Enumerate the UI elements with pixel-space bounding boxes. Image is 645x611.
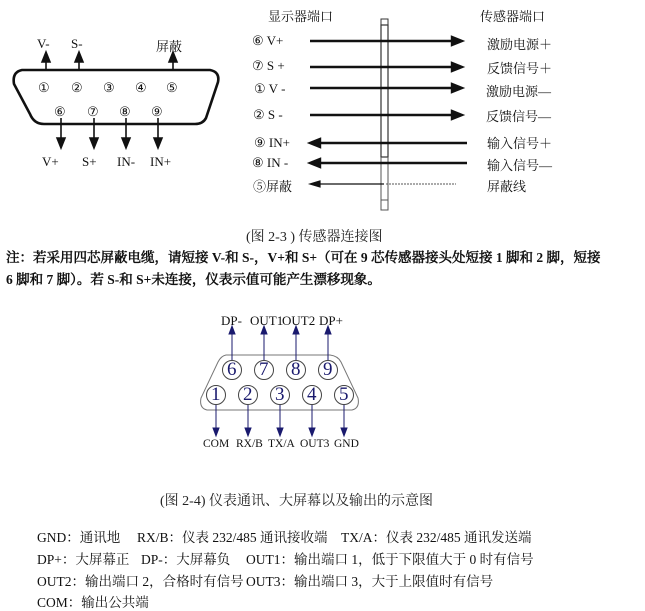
legend-out3: OUT3：输出端口 3，大于上限值时有信号	[246, 574, 494, 589]
legend-gnd: GND：通讯地	[37, 530, 121, 545]
pin-label-rx-b: RX/B	[236, 438, 263, 450]
pin-label-tx-a: TX/A	[268, 438, 295, 450]
pin-label-com: COM	[203, 438, 230, 450]
display-port-header: 显示器端口	[268, 9, 334, 24]
pin-1: ①	[38, 80, 50, 95]
sensor-port-header: 传感器端口	[480, 9, 546, 24]
pin-label-in-minus: IN-	[117, 154, 136, 169]
pin-label-dp-plus: DP+	[319, 313, 343, 328]
pin-label-in-plus: IN+	[150, 154, 172, 169]
wire-right-label: 反馈信号＋	[487, 61, 553, 76]
pin-6: 6	[227, 359, 237, 380]
pin-2: 2	[243, 384, 253, 405]
wire-left-label: ⑥ V+	[252, 33, 284, 48]
pin-3: 3	[275, 384, 285, 405]
legend-dp-plus: DP+：大屏幕正	[37, 552, 130, 567]
pin-8: ⑧	[119, 104, 131, 119]
legend-tx-a: TX/A：仪表 232/485 通讯发送端	[341, 530, 532, 545]
legend-out1: OUT1：输出端口 1，低于下限值大于 0 时有信号	[246, 552, 534, 567]
wire-left-label: ① V -	[254, 81, 286, 96]
pin-label-gnd: GND	[334, 438, 359, 450]
pin-6: ⑥	[54, 104, 66, 119]
note-line-1: 注：若采用四芯屏蔽电缆，请短接 V-和 S-，V+和 S+（可在 9 芯传感器接头处短接 1 脚和 2 脚，短接	[6, 250, 601, 265]
pin-label-v-plus: V+	[42, 154, 59, 169]
wire-left-label: ⑦ S +	[252, 58, 285, 73]
pin-label-out1: OUT1	[250, 313, 284, 328]
legend-out2: OUT2：输出端口 2，合格时有信号	[37, 574, 244, 589]
pin-4: ④	[135, 80, 147, 95]
wire-left-label: ⑨ IN+	[254, 135, 290, 150]
wire-right-label: 反馈信号—	[486, 109, 552, 124]
wire-left-label: ⑤屏蔽	[253, 179, 293, 194]
pin-5: 5	[339, 384, 349, 405]
pin-label-out2: OUT2	[282, 313, 316, 328]
wire-left-label: ⑧ IN -	[252, 155, 289, 170]
figure-2-4-caption: (图 2-4) 仪表通讯、大屏幕以及输出的示意图	[160, 494, 433, 509]
wire-right-label: 激励电源—	[486, 84, 552, 99]
legend-rx-b: RX/B：仪表 232/485 通讯接收端	[137, 530, 328, 545]
pin-label-s-plus: S+	[82, 154, 97, 169]
pin-5: ⑤	[166, 80, 178, 95]
note-line-2: 6 脚和 7 脚）。若 S-和 S+未连接，仪表示值可能产生漂移现象。	[6, 272, 381, 287]
pin-7: 7	[259, 359, 269, 380]
wire-left-label: ② S -	[253, 107, 283, 122]
legend-dp-minus: DP-：大屏幕负	[141, 552, 231, 567]
wire-right-label: 屏蔽线	[487, 179, 527, 194]
figure-2-3-caption: (图 2-3 ) 传感器连接图	[246, 230, 383, 245]
pin-label-v-minus: V-	[37, 36, 50, 51]
pin-9: 9	[323, 359, 333, 380]
pin-label-out3: OUT3	[300, 438, 330, 450]
pin-3: ③	[103, 80, 115, 95]
wire-right-label: 输入信号—	[487, 158, 553, 173]
pin-9: ⑨	[151, 104, 163, 119]
pin-label-s-minus: S-	[71, 36, 83, 51]
pin-8: 8	[291, 359, 301, 380]
pin-2: ②	[71, 80, 83, 95]
pin-label-dp-minus: DP-	[221, 313, 242, 328]
pin-1: 1	[211, 384, 221, 405]
pin-7: ⑦	[87, 104, 99, 119]
pin-4: 4	[307, 384, 317, 405]
pin-label-shield: 屏蔽	[156, 39, 183, 54]
wire-right-label: 输入信号＋	[487, 136, 553, 151]
legend-com: COM：输出公共端	[37, 595, 149, 610]
wire-right-label: 激励电源＋	[487, 37, 553, 52]
